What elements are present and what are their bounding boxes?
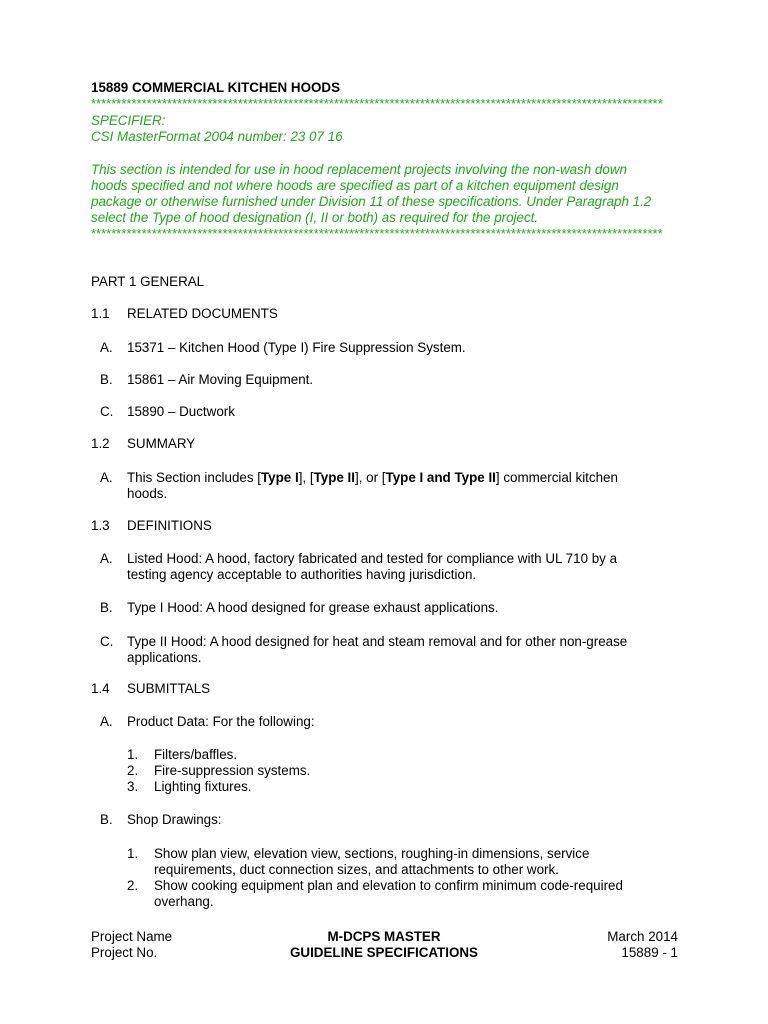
paragraph-text: Shop Drawings: [127, 812, 222, 827]
paragraph-text-cont: testing agency acceptable to authorities having jurisdiction. [127, 567, 477, 582]
subparagraph-number: 1. [127, 747, 139, 762]
specifier-note-line: This section is intended for use in hood replacement projects involving the non-wash down [91, 162, 627, 177]
subparagraph-number: 2. [127, 878, 139, 893]
footer-left [91, 929, 172, 961]
paragraph-letter: B. [100, 812, 113, 827]
page-number: 15889 - 1 [621, 945, 678, 960]
footer-master-title: M-DCPS MASTER [327, 929, 441, 944]
specifier-label: SPECIFIER: [91, 113, 166, 128]
footer-date: March 2014 [607, 929, 678, 944]
article-number: 1.4 [91, 681, 110, 696]
article-title: DEFINITIONS [127, 518, 212, 533]
paragraph-text: 15890 – Ductwork [127, 404, 235, 419]
bold-option: Type I and Type II [385, 470, 496, 485]
bold-option: Type I [260, 470, 299, 485]
footer-center [234, 929, 534, 961]
subparagraph-text: Filters/baffles. [154, 747, 238, 762]
text-run: ] commercial kitchen [495, 470, 618, 485]
project-name: Project Name [91, 929, 173, 944]
text-run: ], or [ [355, 470, 386, 485]
bold-option: Type II [313, 470, 355, 485]
paragraph-letter: B. [100, 600, 113, 615]
subparagraph-text-cont: requirements, duct connection sizes, and attachments to other work. [154, 862, 559, 877]
article-number: 1.2 [91, 436, 110, 451]
paragraph-letter: C. [100, 634, 114, 649]
separator-stars-top: ***************************************************************************************************************** [91, 96, 663, 111]
subparagraph-text: Fire-suppression systems. [154, 763, 311, 778]
subparagraph-text: Show cooking equipment plan and elevation to confirm minimum code-required [154, 878, 623, 893]
paragraph-text: Type I Hood: A hood designed for grease exhaust applications. [127, 600, 499, 615]
subparagraph-number: 1. [127, 846, 139, 861]
article-number: 1.1 [91, 306, 110, 321]
article-title: RELATED DOCUMENTS [127, 306, 278, 321]
subparagraph-text: Lighting fixtures. [154, 779, 252, 794]
paragraph-letter: A. [100, 551, 113, 566]
subparagraph-number: 3. [127, 779, 139, 794]
subparagraph-number: 2. [127, 763, 139, 778]
paragraph-letter: A. [100, 470, 113, 485]
paragraph-letter: B. [100, 372, 113, 387]
text-run: This Section includes [ [127, 470, 261, 485]
paragraph-text: 15861 – Air Moving Equipment. [127, 372, 314, 387]
csi-number: CSI MasterFormat 2004 number: 23 07 16 [91, 129, 343, 144]
paragraph-text: Type II Hood: A hood designed for heat and steam removal and for other non-grease [127, 634, 628, 649]
paragraph-letter: C. [100, 404, 114, 419]
part-heading: PART 1 GENERAL [91, 274, 205, 289]
specifier-note-line: package or otherwise furnished under Division 11 of these specifications. Under Paragraph 1.2 [91, 194, 652, 209]
subparagraph-text-cont: overhang. [154, 894, 214, 909]
paragraph-text-cont: hoods. [127, 486, 168, 501]
article-title: SUBMITTALS [127, 681, 211, 696]
paragraph-text: 15371 – Kitchen Hood (Type I) Fire Suppression System. [127, 340, 466, 355]
article-number: 1.3 [91, 518, 110, 533]
project-number: Project No. [91, 945, 158, 960]
text-run: ], [ [298, 470, 314, 485]
paragraph-text: Product Data: For the following: [127, 714, 315, 729]
paragraph-text-cont: applications. [127, 650, 202, 665]
paragraph-letter: A. [100, 340, 113, 355]
specifier-note-line: select the Type of hood designation (I, II or both) as required for the project. [91, 210, 539, 225]
subparagraph-text: Show plan view, elevation view, sections, roughing-in dimensions, service [154, 846, 590, 861]
footer-guideline-title: GUIDELINE SPECIFICATIONS [290, 945, 478, 960]
article-title: SUMMARY [127, 436, 196, 451]
specifier-note-line: hoods specified and not where hoods are specified as part of a kitchen equipment design [91, 178, 619, 193]
section-title: 15889 COMMERCIAL KITCHEN HOODS [91, 80, 341, 95]
footer-right [540, 929, 678, 961]
paragraph-text [127, 470, 618, 486]
separator-stars-bottom: ***************************************************************************************************************** [91, 226, 663, 241]
paragraph-letter: A. [100, 714, 113, 729]
paragraph-text: Listed Hood: A hood, factory fabricated and tested for compliance with UL 710 by a [127, 551, 618, 566]
